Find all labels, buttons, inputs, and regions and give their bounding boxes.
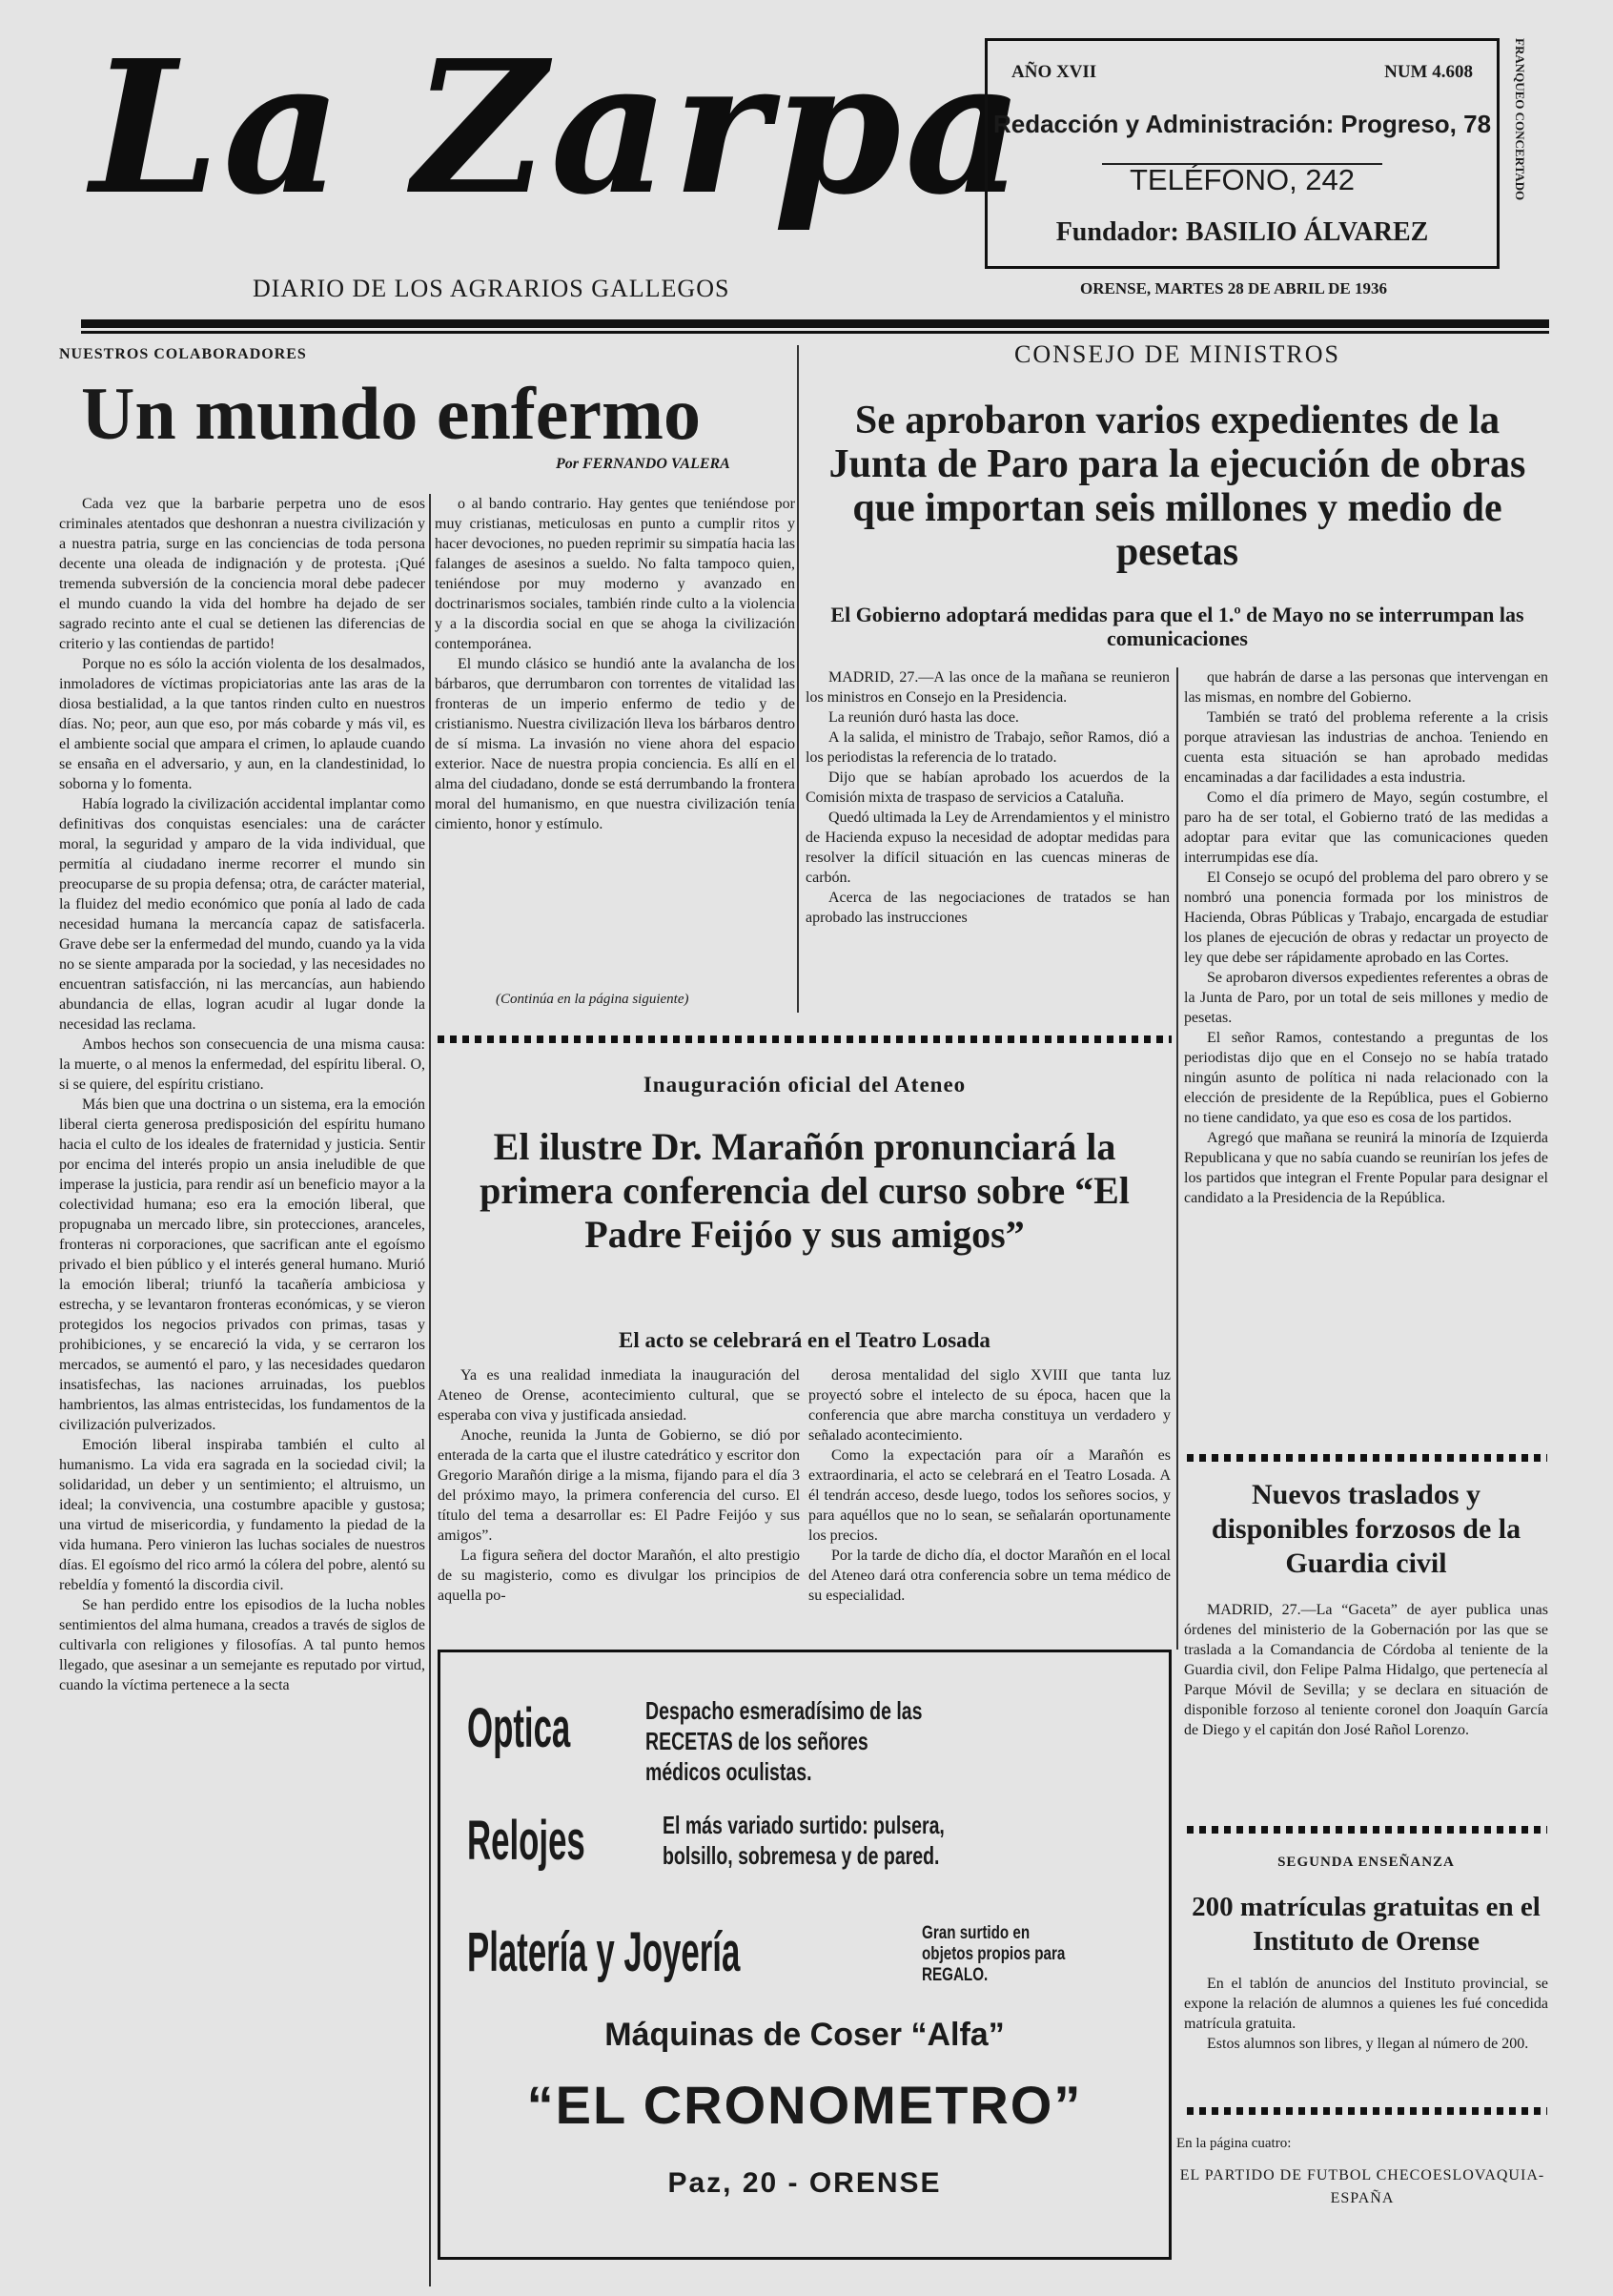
dotted-separator [1187, 1826, 1547, 1834]
fundador: Fundador: BASILIO ÁLVAREZ [1055, 217, 1429, 247]
dotted-separator [1187, 2107, 1547, 2115]
article1-column-2 [435, 494, 795, 971]
article2-paragraph: El Consejo se ocupó del problema del paro obrero y se nombró una ponencia formada por los ministros de Hacienda, Obras Públicas y Trabajo, encargada de estudiar los planes de ejecución de obras y redactar un proyecto de ley que debe ser rápidamente aprobado en las Cortes. [1184, 870, 1548, 966]
article5-kicker: SEGUNDA ENSEÑANZA [1277, 1855, 1455, 1870]
masthead-rule [81, 319, 1549, 328]
article2-paragraph: Como el día primero de Mayo, según costumbre, el paro ha de ser total, el Gobierno trató de las medidas a adoptar para evitar que las comunicaciones queden interrumpidas ese día. [1184, 789, 1548, 866]
redaccion-address: Redacción y Administración: Progreso, 78 [992, 110, 1492, 138]
ad-direccion: Paz, 20 - ORENSE [667, 2167, 942, 2199]
article1-paragraph: Más bien que una doctrina o un sistema, era la emoción liberal cierta generosa predisposición del espíritu humano hacia el culto de los ideales de fraternidad y justicia. Sentir por encima del interés propio un ansia ineludible de que imperase la justicia, para rendir así un beneficio mayor a la colectividad humana; eso era la emoción liberal, que propugnaba un mercado libre, sin protecciones, aranceles, fronteras ni corporaciones, que sacrifican ante el egoísmo privado el bien público y el interés general humano. Murió la emoción liberal; triunfó la tacañería ambiciosa y estrecha, y se levantaron fronteras económicas, y se vieron protegidos los negocios privados con primas, tasas y prohibiciones, y se encareció la vida, y se cerraron los mercados, se aumentó el paro, y las necesidades quedaron insatisfechas, las naciones arruinadas, los pueblos hambrientos, las almas entristecidas, los fundamentos de la civilización pulverizados. [59, 1097, 425, 1433]
article2-paragraph: que habrán de darse a las personas que intervengan en las mismas, en nombre del Gobierno. [1184, 669, 1548, 706]
article3-column-2 [808, 1365, 1171, 1642]
article4-headline: Nuevos traslados y disponibles forzosos de la Guardia civil [1211, 1479, 1521, 1579]
article2-paragraph: La reunión duró hasta las doce. [828, 709, 1019, 726]
article3-subhead: El acto se celebrará en el Teatro Losada [619, 1328, 990, 1352]
franqueo-concertado: FRANQUEO CONCERTADO [1513, 38, 1527, 201]
ad-cronometro: “EL CRONOMETRO” [526, 2075, 1083, 2135]
article1-column-1 [59, 494, 425, 2286]
article1-paragraph: Porque no es sólo la acción violenta de los desalmados, inmoladores de víctimas propiciatorias ante las aras de la diosa bestialidad, a la que tantos rinden culto en nuestros días. No; peor, aun que eso, por más cobarde y más vil, es el ambiente social que ampara el crimen, lo aplaude cuando se ensaña en el adversario, y aun, en la clandestinidad, lo soborna y lo fomenta. [59, 656, 425, 792]
issue-number: NUM 4.608 [1384, 62, 1473, 82]
ad-optica: Optica [467, 1697, 571, 1759]
article2-kicker: CONSEJO DE MINISTROS [1014, 340, 1340, 368]
issue-year: AÑO XVII [1011, 62, 1097, 82]
article2-paragraph: A la salida, el ministro de Trabajo, señor Ramos, dió a los periodistas la referencia de lo tratado. [806, 729, 1170, 766]
article2-column-1 [806, 667, 1170, 1025]
article3-paragraph: derosa mentalidad del siglo XVIII que tanta luz proyectó sobre el intelecto de su época, hacen que la conferencia que abre marcha constituya un verdadero y señalado acontecimiento. [808, 1367, 1171, 1444]
pagina-cuatro-intro: En la página cuatro: [1176, 2136, 1292, 2151]
article3-column-1 [438, 1365, 800, 1642]
ad-maquinas: Máquinas de Coser “Alfa” [604, 2017, 1005, 2053]
dotted-separator [438, 1035, 1172, 1043]
article3-paragraph: Como la expectación para oír a Marañón es extraordinaria, el acto se celebrará en el Teatro Losada. A él tendrán acceso, desde luego, todos los señores socios, y para aquéllos que no lo sean, se señalarán oportunamente los precios. [808, 1447, 1171, 1544]
article5-body [1184, 1974, 1548, 2054]
ad-relojes: Relojes [467, 1810, 585, 1872]
article2-paragraph: Agregó que mañana se reunirá la minoría de Izquierda Republicana y que no sabía cuando se reunirían los jefes de los partidos que integran el Frente Popular para designar el candidato a la Presidencia de la República. [1184, 1130, 1548, 1206]
ad-plateria: Platería y Joyería [467, 1921, 741, 1983]
article2-paragraph: Se aprobaron diversos expedientes referentes a obras de la Junta de Paro, por un total de seis millones y medio de pesetas. [1184, 970, 1548, 1026]
article5-headline: 200 matrículas gratuitas en el Instituto de Orense [1192, 1892, 1541, 1957]
article1-paragraph: Emoción liberal inspiraba también el culto al humanismo. La vida era sagrada en la sociedad civil; la solidaridad, un deber y un sentimiento; el altruismo, un ideal; la convivencia, una costumbre apacible y gustosa; una virtud de misericordia, y fundamento la piedad de la vida humana. Pero vinieron las luchas sociales de nuestros días. El egoísmo del rico armó la cólera del pobre, alentó su rebeldía y fomentó la discordia civil. [59, 1437, 425, 1593]
masthead-subtitle: DIARIO DE LOS AGRARIOS GALLEGOS [253, 275, 730, 302]
article2-paragraph: Dijo que se habían aprobado los acuerdos de la Comisión mixta de traspaso de servicios a Cataluña. [806, 769, 1170, 806]
article3-paragraph: Ya es una realidad inmediata la inauguración del Ateneo de Orense, acontecimiento cultural, que se esperaba con viva y justificada ansiedad. [438, 1367, 800, 1424]
article3-paragraph: Por la tarde de dicho día, el doctor Marañón en el local del Ateneo dará otra conferencia sobre un tema médico de su especialidad. [808, 1548, 1171, 1604]
dotted-separator [1187, 1454, 1547, 1462]
article2-paragraph: Acerca de las negociaciones de tratados se han aprobado las instrucciones [806, 890, 1170, 926]
advertisement-box [438, 1650, 1172, 2260]
column-rule [797, 345, 799, 1013]
article5-paragraph: Estos alumnos son libres, y llegan al número de 200. [1207, 2036, 1529, 2052]
masthead-logo: La Zarpa [91, 21, 1028, 236]
article2-column-2 [1184, 667, 1548, 1459]
article1-paragraph: Se han perdido entre los episodios de la lucha nobles sentimientos del alma humana, creados a través de siglos de cultivarla con religiones y filosofías. A tal punto hemos llegado, que asesinar a un semejante es reputado por virtud, cuando la víctima pertenece a la secta [59, 1597, 425, 1693]
article2-subhead: El Gobierno adoptará medidas para que el 1.º de Mayo no se interrumpan las comunicaciones [830, 603, 1524, 650]
article2-headline: Se aprobaron varios expedientes de la Junta de Paro para la ejecución de obras que importan seis millones y medio de pesetas [828, 399, 1526, 574]
masthead-info-box [985, 38, 1500, 269]
ad-optica-text: Despacho esmeradísimo de las RECETAS de los señores médicos oculistas. [645, 1696, 923, 1786]
ad-relojes-text: El más variado surtido: pulsera, bolsillo, sobremesa y de pared. [663, 1811, 945, 1870]
article1-paragraph: El mundo clásico se hundió ante la avalancha de los bárbaros, que derrumbaron con torrentes de vitalidad las fronteras de un imperio enfermo de tedio y de cristianismo. Nuestra civilización lleva los bárbaros dentro de sí misma. La invasión no viene ahora del espacio exterior. Nace de nuestra propia conciencia. Es allí en el alma del ciudadano, donde se está derrumbando la frontera moral del humanismo, en que nuestra civilización tenía cimiento, honor y estímulo. [435, 656, 795, 832]
article1-headline: Un mundo enfermo [81, 372, 702, 455]
telefono: TELÉFONO, 242 [1129, 163, 1356, 196]
article1-byline: Por FERNANDO VALERA [556, 456, 730, 472]
column-rule [429, 494, 431, 2286]
article1-paragraph: Ambos hechos son consecuencia de una misma causa: la muerte, o al menos la enfermedad, del espíritu liberal. O, si se quiere, del espíritu cristiano. [59, 1036, 425, 1093]
article5-paragraph: En el tablón de anuncios del Instituto provincial, se expone la relación de alumnos a quienes les fué concedida matrícula gratuita. [1184, 1976, 1548, 2032]
article3-paragraph: Anoche, reunida la Junta de Gobierno, se dió por enterada de la carta que el ilustre catedrático y escritor don Gregorio Marañón dirige a la misma, fijando para el día 3 del próximo mayo, la primera conferencia del curso. El título del tema a desarrollar es: El Padre Feijóo y sus amigos”. [438, 1427, 800, 1544]
article1-continua: (Continúa en la página siguiente) [496, 992, 689, 1007]
article2-paragraph: Quedó ultimada la Ley de Arrendamientos y el ministro de Hacienda expuso la necesidad de adoptar medidas para resolver la difícil situación en las cuencas mineras de carbón. [806, 810, 1170, 886]
ad-plateria-text: Gran surtido en objetos propios para REGALO. [922, 1923, 1066, 1985]
article4-paragraph: MADRID, 27.—La “Gaceta” de ayer publica unas órdenes del ministerio de la Gobernación por las que se traslada a la Comandancia de Córdoba al teniente de la Guardia civil, don Felipe Palma Hidalgo, que pertenecía al Parque Móvil de Sevilla; y se declara en situación de disponible forzoso al teniente coronel don Joaquín García de Diego y el capitán don José Rañol Lorenzo. [1184, 1602, 1548, 1738]
dateline: ORENSE, MARTES 28 DE ABRIL DE 1936 [1080, 279, 1387, 297]
masthead-rule-thin [81, 331, 1549, 334]
article1-paragraph: o al bando contrario. Hay gentes que teniéndose por muy cristianas, meticulosas en punto a cumplir ritos y hacer devociones, no pueden reprimir su simpatía hacia las falanges de asesinos a sueldo. No falta tampoco quien, teniéndose por muy moderno y avanzado en doctrinarismos sociales, también rinde culto a la violencia y a la discordia social en que se ahoga la civilización contemporánea. [435, 496, 795, 652]
article3-kicker: Inauguración oficial del Ateneo [643, 1073, 967, 1097]
article1-paragraph: Cada vez que la barbarie perpetra uno de esos criminales atentados que deshonran a nuestra civilización y a nuestra patria, surge en las conciencias de toda persona decente una oleada de indignación y de protesta. ¡Qué tremenda subversión de la conciencia moral debe padecer el mundo cuando la vida del hombre ha dejado de ser sagrado recinto ante el cual se detienen las diferencias de criterio y las contiendas de partido! [59, 496, 425, 652]
article3-headline: El ilustre Dr. Marañón pronunciará la primera conferencia del curso sobre “El Padre Feijóo y sus amigos” [480, 1125, 1130, 1256]
column-rule [1176, 667, 1178, 1650]
article2-paragraph: También se trató del problema referente a la crisis porque atraviesan las industrias de anchoa. Teniendo en cuenta esta situación se han aprobado medidas encaminadas a dar facilidades a esta industria. [1184, 709, 1548, 786]
article3-paragraph: La figura señera del doctor Marañón, el alto prestigio de su magisterio, como es divulgar los principios de aquella po- [438, 1548, 800, 1604]
article1-kicker: NUESTROS COLABORADORES [59, 346, 307, 362]
article2-paragraph: MADRID, 27.—A las once de la mañana se reunieron los ministros en Consejo en la Presidencia. [806, 669, 1170, 706]
article4-body [1184, 1600, 1548, 1740]
pagina-cuatro-title: EL PARTIDO DE FUTBOL CHECOESLOVAQUIA-ESPAÑA [1179, 2167, 1545, 2206]
article2-paragraph: El señor Ramos, contestando a preguntas de los periodistas dijo que en el Consejo no se había tratado ningún asunto de política ni nada relacionado con la elección de presidente de la República, pues el Gobierno no tiene candidato, ya que eso es cosa de los partidos. [1184, 1030, 1548, 1126]
article1-paragraph: Había logrado la civilización accidental implantar como definitivas dos conquistas esenciales: una de carácter moral, la seguridad y amparo de la vida individual, que permitía al ciudadano inerme recorrer el mundo sin preocuparse de su propia defensa; otra, de carácter material, la fluidez del medio económico que ponía al lado de cada necesidad humana la mercancía capaz de satisfacerla. Grave debe ser la enfermedad del mundo, cuando ya la vida no se siente amparada por la sociedad, y las necesidades no encuentran satisfacción, ni las mercancías, aun habiendo abundancia de ellas, logran acudir al lugar donde la necesidad las reclama. [59, 796, 425, 1033]
